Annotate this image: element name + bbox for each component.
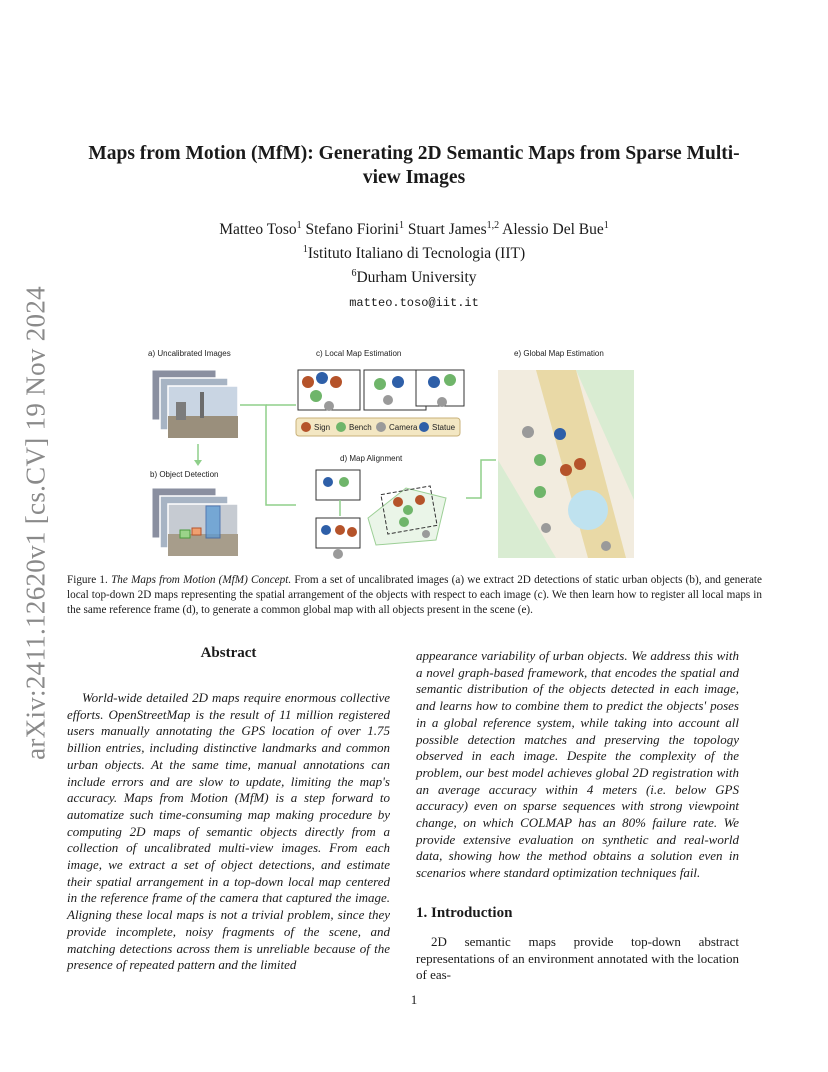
affiliation-2: $^6$Durham University: [351, 268, 477, 287]
figure-1: [136, 340, 656, 565]
author-names: Matteo Toso$^1$ Stefano Fiorini$^1$ Stuart James$^{1,2}$ Alessio Del Bue$^1$: [219, 220, 609, 239]
abstract-heading: Abstract: [200, 645, 257, 661]
page-number: 1: [410, 992, 418, 1007]
author-email[interactable]: matteo.toso@iit.it: [349, 296, 479, 311]
figure-caption: Figure 1. The Maps from Motion (MfM) Concept. From a set of uncalibrated images (a) we extract 2D detections of static urban objects (b), and generate local top-down 2D maps representing the spatial arrangement of the objects with respect to each image (c). We then learn how to register all local maps in the same reference frame (d), to generate a common global map with all objects present in the scene (e).: [67, 574, 763, 617]
object-detection-images: [152, 488, 238, 556]
global-map: [498, 370, 634, 558]
abstract-text: World-wide detailed 2D maps require enormous collective efforts. OpenStreetMap is the result of 11 million registered users manually annotating the GPS location of over 1.75 billion entries, including distinctive landmarks and common urban objects. At the same time, manual annotations can include errors and are slow to update, limiting the map's accuracy. Maps from Motion (MfM) is a step forward to automatize such time-consuming map making procedure by computing 2D maps of semantic objects directly from a collection of uncalibrated multi-view images. From each image, we extract a set of object detections, and estimate their spatial arrangement in a top-down local map centered in the reference frame of the camera that captured the image. Aligning these local maps is not a trivial problem, since they provide incomplete, noisy fragments of the scene, and matching detections across them is unreliable because of the presence of repeated pattern and the limited: [67, 690, 390, 973]
svg-text:Sign: Sign: [314, 423, 331, 432]
svg-text:Bench: Bench: [349, 423, 372, 432]
local-maps: [298, 370, 464, 411]
introduction-text: 2D semantic maps provide top-down abstract representations of an environment annotated with the location of eas-: [416, 934, 739, 983]
author-block: [80, 216, 748, 313]
figure-legend: [296, 418, 460, 436]
map-alignment: [316, 470, 446, 559]
svg-text:Camera: Camera: [389, 423, 418, 432]
svg-text:Statue: Statue: [432, 423, 456, 432]
panel-e-label: e) Global Map Estimation: [514, 349, 604, 358]
introduction-heading: 1. Introduction: [416, 905, 513, 921]
paper-title: Maps from Motion (MfM): Generating 2D Semantic Maps from Sparse Multi-view Images: [88, 143, 740, 188]
arxiv-id-text: arXiv:2411.12620v1 [cs.CV] 19 Nov 2024: [20, 286, 51, 760]
panel-d-label: d) Map Alignment: [340, 454, 403, 463]
panel-a-label: a) Uncalibrated Images: [148, 349, 231, 358]
panel-c-label: c) Local Map Estimation: [316, 349, 402, 358]
uncalibrated-images: [152, 370, 238, 438]
affiliation-1: $^1$Istituto Italiano di Tecnologia (IIT): [302, 244, 526, 263]
abstract-continuation: appearance variability of urban objects. We address this with a novel graph-based framework, that encodes the spatial and semantic distribution of the objects detected in each image, and learns how to combine them to predict the objects' poses in a global reference system, while taking into account all possible detection matches and preserving the topology observed in each image. Despite the complexity of the problem, our best model achieves global 2D registration with an average accuracy within 4 meters (i.e. below GPS accuracy) even on sparse sequences with strong viewpoint change, on which COLMAP has an 80% failure rate. We provide extensive evaluation on synthetic and real-world data, showing how the method obtains a solution even in scenarios where standard optimization techniques fail.: [416, 648, 739, 881]
arxiv-sidebar-stamp: [8, 283, 64, 763]
panel-b-label: b) Object Detection: [150, 470, 219, 479]
